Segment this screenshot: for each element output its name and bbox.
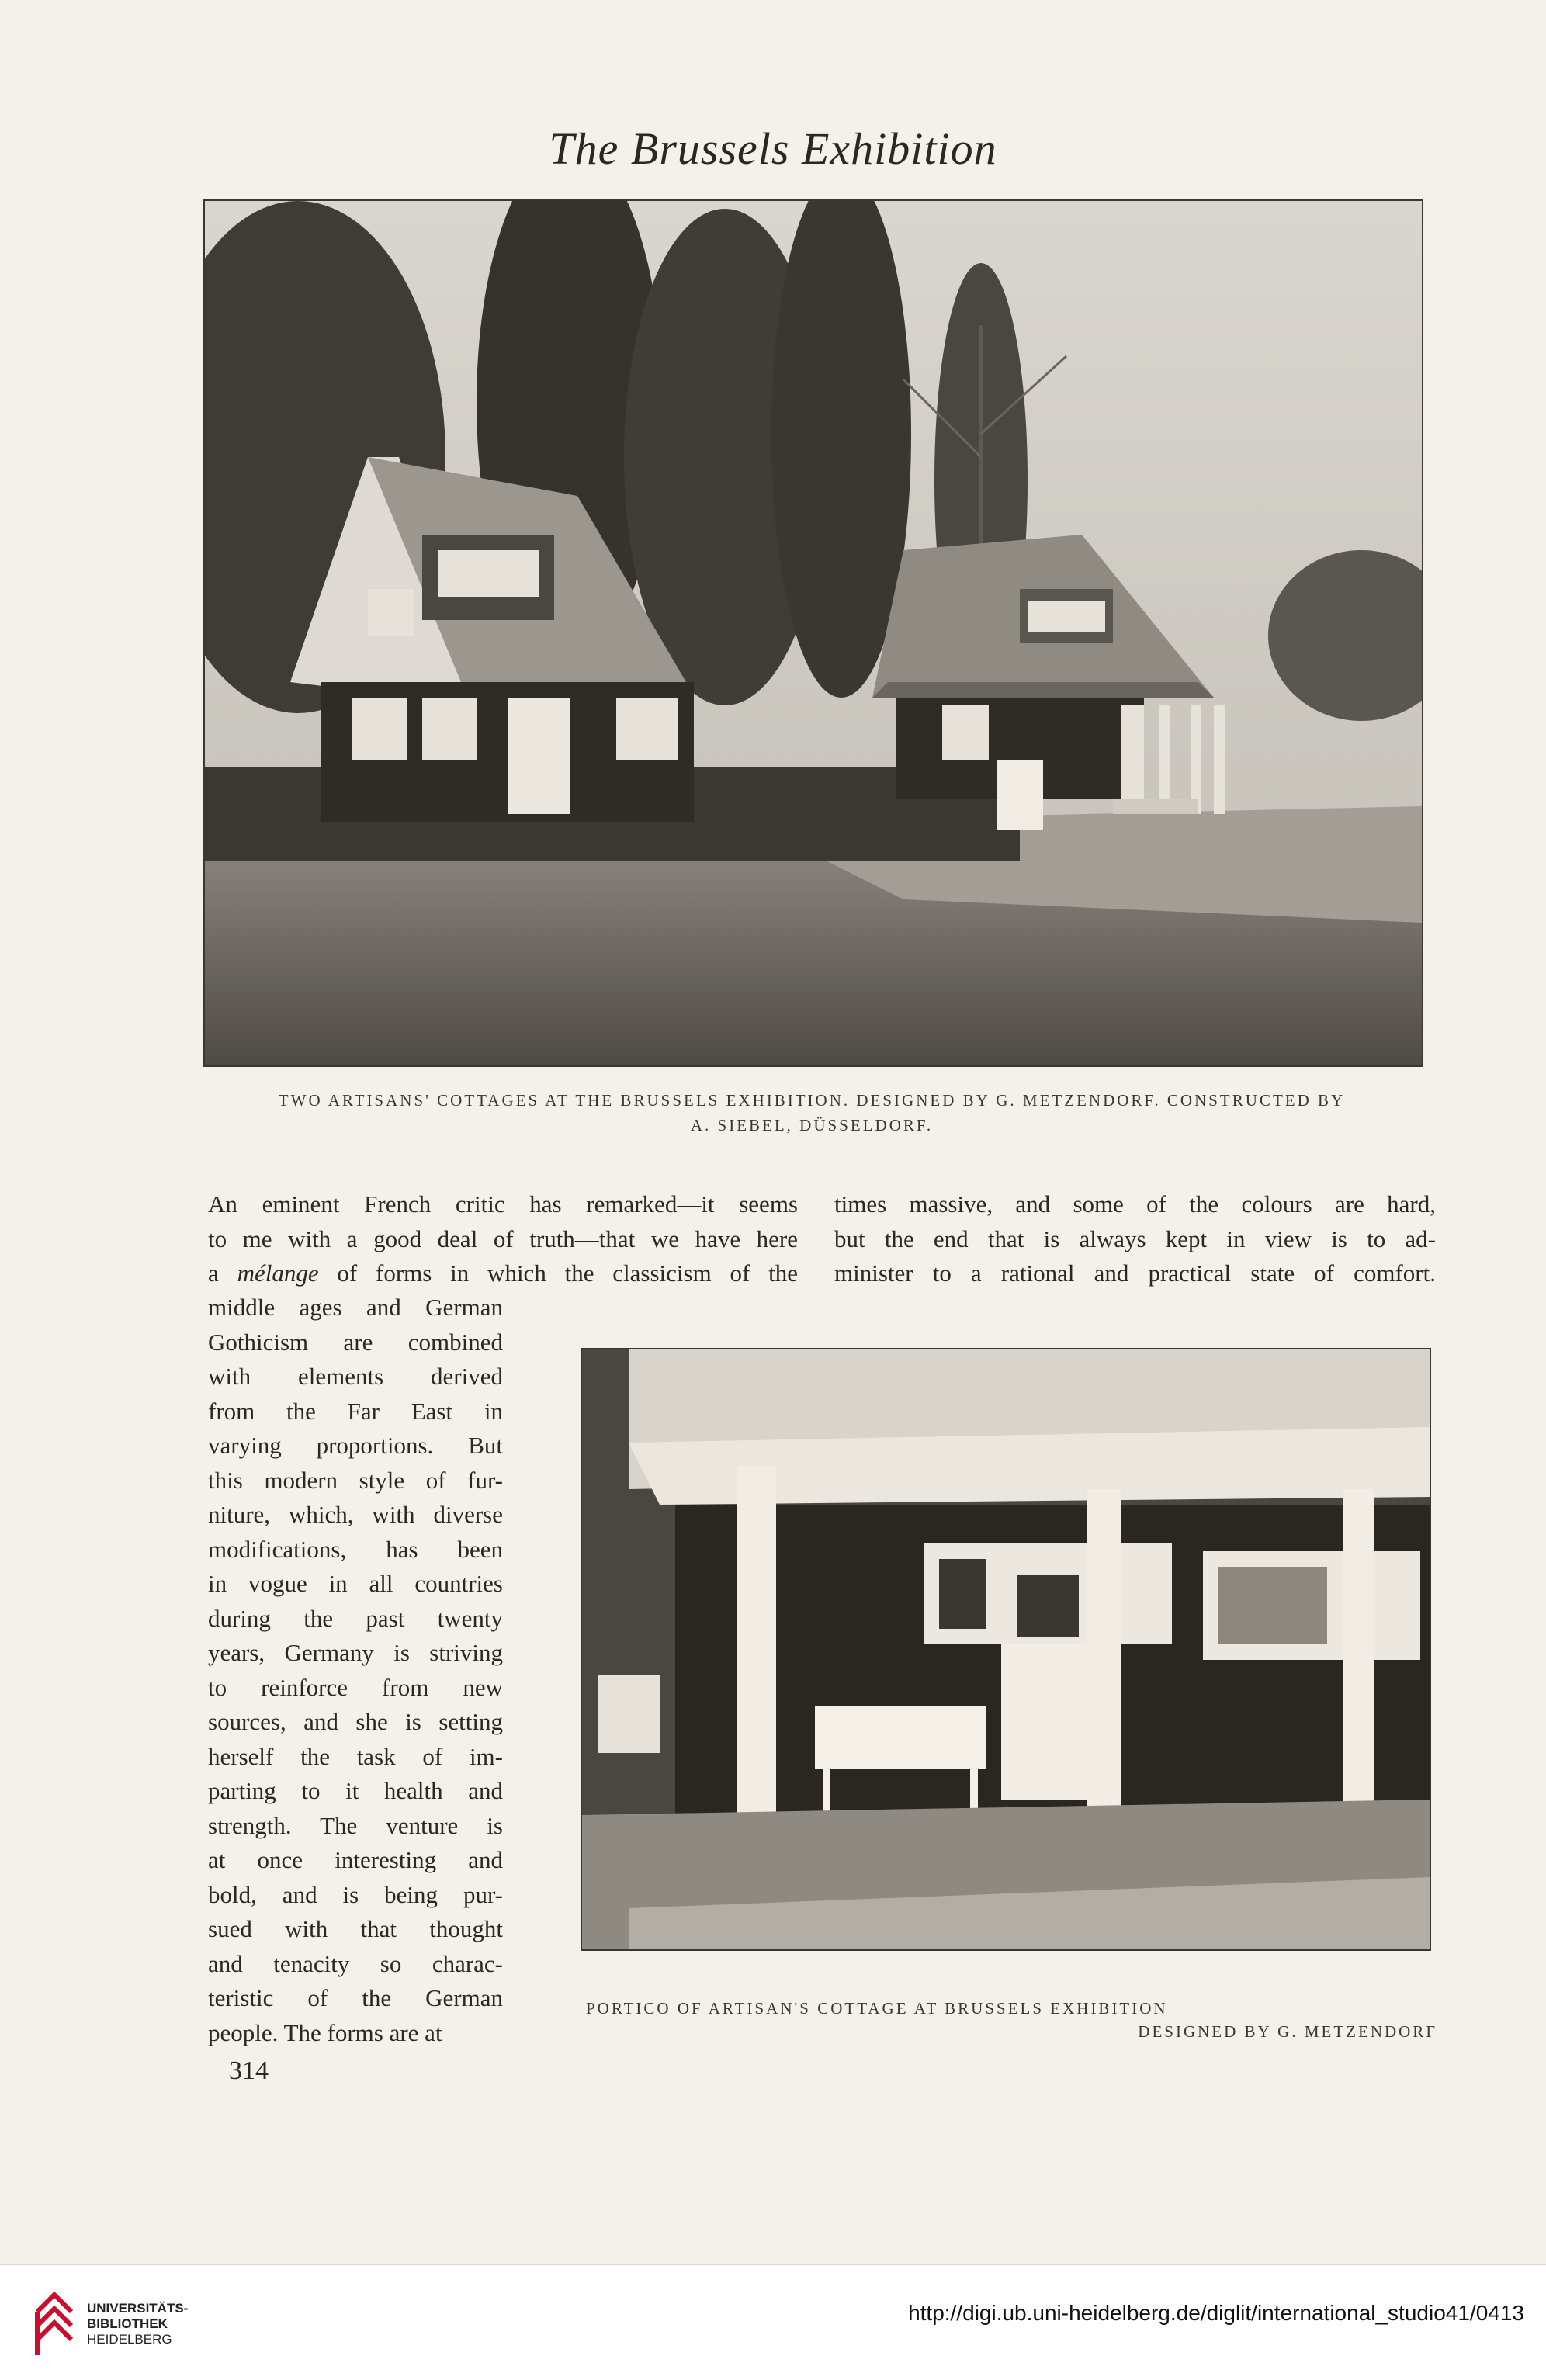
- body-line: herself the task of im-: [208, 1742, 503, 1770]
- body-line: times massive, and some of the colours are hard,: [834, 1190, 1436, 1218]
- body-line: sued with that thought: [208, 1915, 503, 1942]
- body-line: at once interesting and: [208, 1846, 503, 1873]
- body-line: An eminent French critic has remarked—it seems: [208, 1190, 798, 1218]
- top-caption-line-1: TWO ARTISANS' COTTAGES AT THE BRUSSELS EXHIBITION. DESIGNED BY G. METZENDORF. CONSTRUCTED BY: [278, 1091, 1346, 1110]
- body-line: and tenacity so charac-: [208, 1949, 503, 1977]
- body-line: to reinforce from new: [208, 1673, 503, 1701]
- bottom-caption-line-2: DESIGNED BY G. METZENDORF: [1138, 2022, 1437, 2041]
- portico-photograph: [581, 1348, 1431, 1951]
- bottom-caption-line-1: PORTICO OF ARTISAN'S COTTAGE AT BRUSSELS EXHIBITION: [586, 1999, 1168, 2018]
- cottages-photograph: [203, 199, 1423, 1067]
- body-text-left-top: [208, 1187, 798, 1291]
- body-line: modifications, has been: [208, 1535, 503, 1563]
- body-line: years, Germany is striving: [208, 1639, 503, 1666]
- body-line-rest: of forms in which the classicism of the: [337, 1259, 799, 1287]
- body-line: in vogue in all countries: [208, 1570, 503, 1597]
- body-line: this modern style of fur-: [208, 1466, 503, 1494]
- library-name-line-3: HEIDELBERG: [87, 2332, 172, 2347]
- body-line-prefix: a: [208, 1259, 237, 1287]
- body-line: during the past twenty: [208, 1604, 503, 1632]
- body-line: with elements derived: [208, 1363, 503, 1390]
- body-line: niture, which, with diverse: [208, 1501, 503, 1528]
- body-line: teristic of the German: [208, 1984, 503, 2011]
- running-head: The Brussels Exhibition: [549, 123, 997, 174]
- body-line: strength. The venture is: [208, 1811, 503, 1839]
- body-line: to me with a good deal of truth—that we have here: [208, 1225, 798, 1252]
- library-logo-icon: [31, 2288, 78, 2358]
- body-line: sources, and she is setting: [208, 1708, 503, 1735]
- body-line: people. The forms are at: [208, 2018, 442, 2046]
- body-line: but the end that is always kept in view is to ad-: [834, 1225, 1436, 1252]
- top-caption-line-2: A. SIEBEL, DÜSSELDORF.: [690, 1116, 934, 1135]
- page-number: 314: [229, 2056, 269, 2085]
- body-line: middle ages and German: [208, 1294, 503, 1321]
- body-line: from the Far East in: [208, 1397, 503, 1425]
- body-line: bold, and is being pur-: [208, 1880, 503, 1908]
- body-line: [208, 1256, 798, 1291]
- library-name-line-2: BIBLIOTHEK: [87, 2316, 168, 2331]
- library-footer: [0, 2264, 1546, 2380]
- top-photo-caption: [203, 1088, 1420, 1138]
- source-url-link[interactable]: http://digi.ub.uni-heidelberg.de/diglit/international_studio41/0413: [908, 2301, 1524, 2325]
- body-text-right: [834, 1187, 1436, 1291]
- body-line: Gothicism are combined: [208, 1328, 503, 1356]
- melange-italic: mélange: [237, 1259, 319, 1287]
- library-name-line-1: UNIVERSITÄTS-: [87, 2301, 189, 2316]
- library-name: [87, 2301, 188, 2347]
- body-line: varying proportions. But: [208, 1432, 503, 1459]
- body-text-left-narrow: [208, 1290, 503, 2050]
- body-line: minister to a rational and practical state of comfort.: [834, 1259, 1436, 1287]
- body-line: parting to it health and: [208, 1777, 503, 1804]
